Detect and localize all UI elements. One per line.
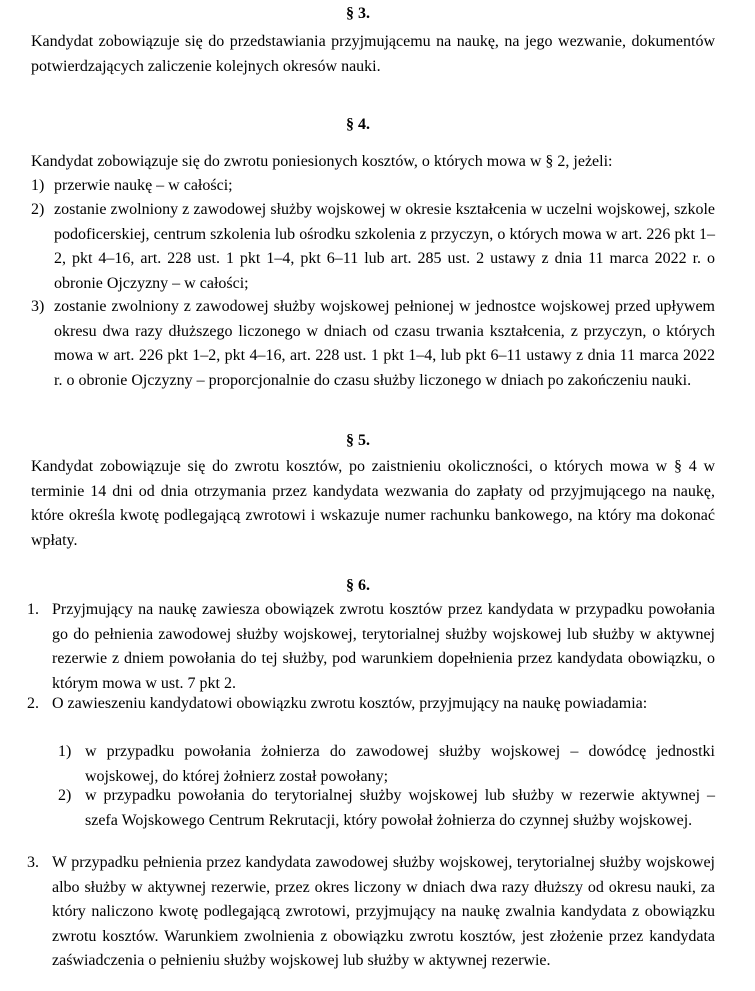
section-6-item-2-sub-1 (58, 740, 715, 789)
section-4-item-3 (31, 295, 715, 393)
section-5-text: Kandydat zobowiązuje się do zwrotu kosztów, po zaistnieniu okoliczności, o których mowa w § 4 w terminie 14 dni od dnia otrzymania przez kandydata wezwania do zapłaty od przyjmującego na naukę, które określa kwotę podlegającą zwrotowi i wskazuje numer rachunku bankowego, na który ma dokonać wpłaty. (31, 458, 715, 549)
item-number: 2) (58, 787, 72, 804)
section-6-item-3 (27, 851, 715, 974)
item-text: zostanie zwolniony z zawodowej służby wojskowej w okresie kształcenia w uczelni wojskowej, szkole podoficerskiej, centrum szkolenia lub ośrodku szkolenia z przyczyn, o których mowa w art. 226 pkt 1–2, pkt 4–16, art. 228 ust. 1 pkt 1–4, pkt 6–11 lub art. 285 ust. 2 ustawy z dnia 11 marca 2022 r. o obronie Ojczyzny – w całości; (54, 201, 715, 292)
item-text: W przypadku pełnienia przez kandydata zawodowej służby wojskowej, terytorialnej służby wojskowej albo służby w aktywnej rezerwie, przez okres liczony w dniach dwa razy dłuższy od okresu nauki, za który naliczono kwotę podlegającą zwrotowi, przyjmujący na naukę zwalnia kandydata z obowiązku zwrotu kosztów. Warunkiem zwolnienia z obowiązku zwrotu kosztów, jest złożenie przez kandydata zaświadczenia o pełnieniu służby wojskowej lub służby w aktywnej rezerwie. (52, 854, 715, 969)
section-4-heading: § 4. (346, 116, 370, 133)
item-number: 1. (27, 601, 39, 618)
section-6-heading: § 6. (346, 577, 370, 594)
item-number: 2. (27, 695, 39, 712)
item-text: Przyjmujący na naukę zawiesza obowiązek zwrotu kosztów przez kandydata w przypadku powołania go do pełnienia zawodowej służby wojskowej, terytorialnej służby wojskowej lub służby w aktywnej rezerwie z dniem powołania do tej służby, pod warunkiem dopełnienia przez kandydata obowiązku, o którym mowa w ust. 7 pkt 2. (52, 601, 715, 692)
item-text: O zawieszeniu kandydatowi obowiązku zwrotu kosztów, przyjmujący na naukę powiadamia: (52, 695, 648, 712)
section-4-item-2 (31, 198, 715, 296)
item-text: zostanie zwolniony z zawodowej służby wojskowej pełnionej w jednostce wojskowej przed upływem okresu dwa razy dłuższego liczonego w dniach od czasu trwania kształcenia, z przyczyn, o których mowa w art. 226 pkt 1–2, pkt 4–16, art. 228 ust. 1 pkt 1–4, lub pkt 6–11 ustawy z dnia 11 marca 2022 r. o obronie Ojczyzny – proporcjonalnie do czasu służby liczonego w dniach po zakończeniu nauki. (54, 298, 715, 389)
item-number: 3. (27, 854, 39, 871)
item-text: w przypadku powołania żołnierza do zawodowej służby wojskowej – dowódcę jednostki wojskowej, do której żołnierz został powołany; (85, 743, 715, 785)
section-3-text: Kandydat zobowiązuje się do przedstawiania przyjmującemu na naukę, na jego wezwanie, dokumentów potwierdzających zaliczenie kolejnych okresów nauki. (31, 33, 715, 75)
item-number: 2) (31, 201, 45, 218)
section-6-item-1 (27, 598, 715, 696)
section-4-intro: Kandydat zobowiązuje się do zwrotu poniesionych kosztów, o których mowa w § 2, jeżeli: (31, 153, 613, 170)
item-number: 3) (31, 298, 45, 315)
item-text: w przypadku powołania do terytorialnej służby wojskowej lub służby w rezerwie aktywnej – szefa Wojskowego Centrum Rekrutacji, który powołał żołnierza do czynnej służby wojskowej. (85, 787, 715, 829)
section-6-item-2-sub-2 (58, 784, 715, 833)
item-text: przerwie naukę – w całości; (54, 177, 233, 194)
section-6-item-2 (27, 692, 715, 717)
item-number: 1) (31, 177, 45, 194)
section-4-item-1 (31, 174, 715, 199)
section-3-heading: § 3. (346, 5, 370, 22)
item-number: 1) (58, 743, 72, 760)
section-5-heading: § 5. (346, 432, 370, 449)
